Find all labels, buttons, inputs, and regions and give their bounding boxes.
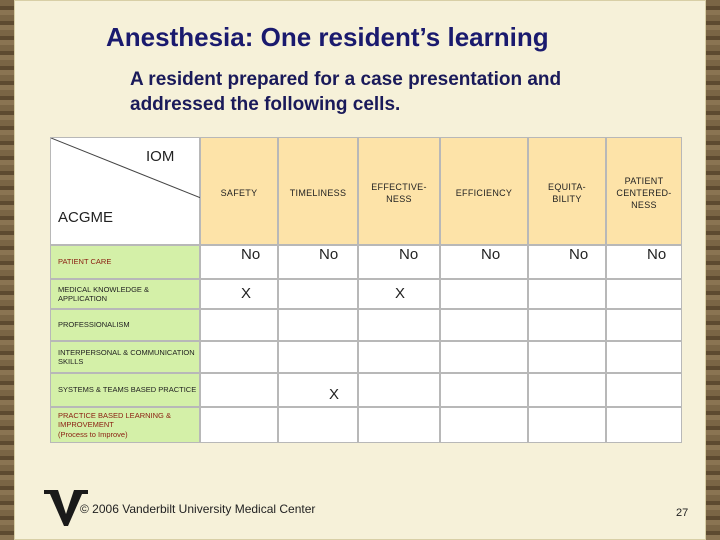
matrix-cell (278, 373, 358, 407)
matrix-cell (358, 279, 440, 309)
matrix-cell (528, 245, 606, 279)
matrix-cell (528, 341, 606, 373)
matrix-cell (606, 309, 682, 341)
x-mark: X (241, 285, 252, 302)
matrix-cell (440, 341, 528, 373)
matrix-cell (200, 279, 278, 309)
matrix-cell (528, 309, 606, 341)
matrix-cell (528, 279, 606, 309)
matrix-cell (358, 341, 440, 373)
row-label: MEDICAL KNOWLEDGE & APPLICATION (50, 279, 200, 309)
copyright-text: © 2006 Vanderbilt University Medical Center (80, 502, 316, 516)
matrix-cell (278, 309, 358, 341)
slide (14, 0, 706, 540)
matrix-cell (606, 373, 682, 407)
matrix-cell (200, 309, 278, 341)
matrix-cell (440, 373, 528, 407)
matrix-cell (528, 373, 606, 407)
no-mark: No (569, 246, 589, 263)
corner-diagonal-line (51, 138, 201, 246)
iom-axis-label: IOM (146, 148, 175, 165)
no-mark: No (481, 246, 501, 263)
x-mark: X (395, 285, 406, 302)
matrix-cell (358, 373, 440, 407)
matrix-cell (440, 245, 528, 279)
column-header: SAFETY (200, 137, 278, 245)
matrix-cell (358, 309, 440, 341)
no-mark: No (647, 246, 667, 263)
matrix-cell (440, 309, 528, 341)
matrix-cell (278, 279, 358, 309)
left-border (0, 0, 14, 540)
column-header: EFFICIENCY (440, 137, 528, 245)
no-mark: No (319, 246, 339, 263)
row-label: SYSTEMS & TEAMS BASED PRACTICE (50, 373, 200, 407)
matrix-corner-cell (50, 137, 200, 245)
column-header: EQUITA- BILITY (528, 137, 606, 245)
page-number: 27 (676, 507, 689, 519)
row-label: PATIENT CARE (50, 245, 200, 279)
matrix-cell (200, 407, 278, 443)
matrix-cell (278, 341, 358, 373)
matrix-cell (440, 407, 528, 443)
matrix-cell (440, 279, 528, 309)
row-label: PROFESSIONALISM (50, 309, 200, 341)
no-mark: No (399, 246, 419, 263)
slide-subtitle: A resident prepared for a case presentation and addressed the following cells. (130, 69, 562, 115)
matrix-cell (606, 341, 682, 373)
matrix-cell (358, 245, 440, 279)
column-header: EFFECTIVE- NESS (358, 137, 440, 245)
row-label: INTERPERSONAL & COMMUNICATION SKILLS (50, 341, 200, 373)
row-label: PRACTICE BASED LEARNING & IMPROVEMENT (Process to Improve) (50, 407, 200, 443)
matrix-cell (606, 407, 682, 443)
matrix-cell (278, 245, 358, 279)
column-header: PATIENT CENTERED- NESS (606, 137, 682, 245)
matrix-cell (278, 407, 358, 443)
matrix-cell (200, 373, 278, 407)
matrix-cell (200, 245, 278, 279)
right-border (706, 0, 720, 540)
matrix-cell (528, 407, 606, 443)
slide-title: Anesthesia: One resident’s learning (106, 22, 549, 52)
matrix-cell (200, 341, 278, 373)
matrix-cell (606, 279, 682, 309)
matrix-cell (606, 245, 682, 279)
matrix-cell (358, 407, 440, 443)
column-header: TIMELINESS (278, 137, 358, 245)
acgme-axis-label: ACGME (58, 209, 114, 226)
no-mark: No (241, 246, 261, 263)
x-mark: X (329, 386, 340, 403)
